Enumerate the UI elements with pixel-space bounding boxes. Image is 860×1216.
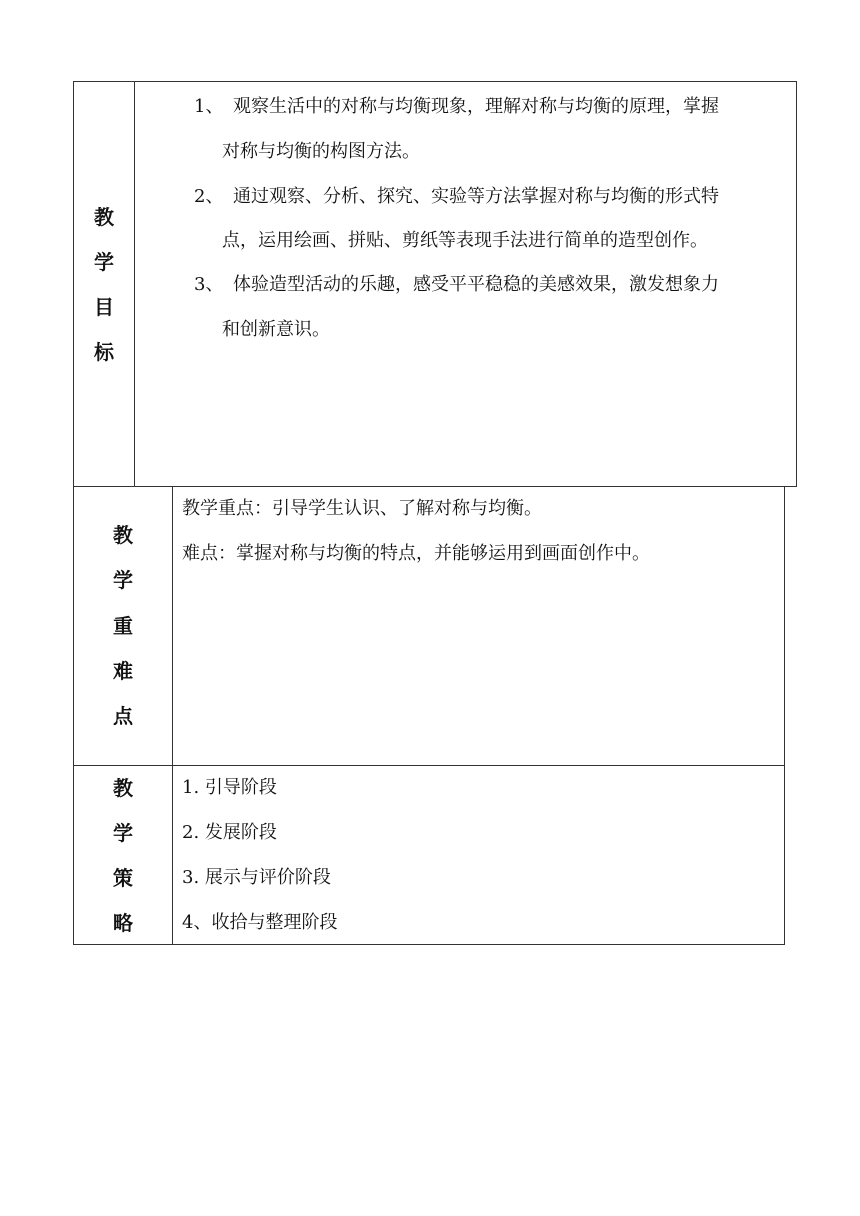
strategy-step: 4、收拾与整理阶段: [182, 912, 338, 933]
key-points-label-char: 学: [113, 568, 133, 592]
objectives-label-char: 标: [94, 340, 114, 364]
difficult-point-line: 难点：掌握对称与均衡的特点，并能够运用到画面创作中。: [182, 543, 650, 564]
objective-text: 对称与均衡的构图方法。: [222, 141, 420, 162]
strategy-label-char: 教: [113, 776, 133, 800]
table-border: [796, 81, 797, 486]
table-border: [73, 81, 797, 82]
objective-number: 3、: [194, 274, 224, 295]
key-points-label-char: 点: [113, 704, 133, 728]
table-border: [73, 765, 785, 766]
objective-text: 和创新意识。: [222, 319, 330, 340]
objective-number: 1、: [194, 96, 224, 117]
strategy-label-char: 学: [113, 821, 133, 845]
strategy-label-char: 策: [113, 866, 133, 890]
key-points-label-char: 难: [113, 659, 133, 683]
objective-text: 点，运用绘画、拼贴、剪纸等表现手法进行简单的造型创作。: [222, 230, 708, 251]
strategy-label-char: 略: [113, 911, 133, 935]
table-border: [172, 486, 173, 945]
objectives-label-char: 目: [94, 295, 114, 319]
table-border: [73, 944, 785, 945]
strategy-step: 3. 展示与评价阶段: [182, 867, 331, 888]
table-border: [784, 486, 785, 945]
table-border: [73, 81, 74, 486]
table-border: [73, 486, 797, 487]
strategy-step: 1. 引导阶段: [182, 777, 277, 798]
key-point-line: 教学重点：引导学生认识、了解对称与均衡。: [182, 498, 542, 519]
objective-text: 体验造型活动的乐趣，感受平平稳稳的美感效果，激发想象力: [233, 274, 719, 295]
key-points-label-char: 教: [113, 523, 133, 547]
objectives-label-char: 教: [94, 205, 114, 229]
table-border: [73, 765, 74, 945]
objectives-label-char: 学: [94, 250, 114, 274]
objective-number: 2、: [194, 186, 224, 207]
strategy-step: 2. 发展阶段: [182, 822, 277, 843]
objective-text: 通过观察、分析、探究、实验等方法掌握对称与均衡的形式特: [233, 186, 719, 207]
key-points-label-char: 重: [113, 614, 133, 638]
table-border: [134, 81, 135, 486]
objective-text: 观察生活中的对称与均衡现象，理解对称与均衡的原理，掌握: [233, 96, 719, 117]
table-border: [73, 486, 74, 765]
